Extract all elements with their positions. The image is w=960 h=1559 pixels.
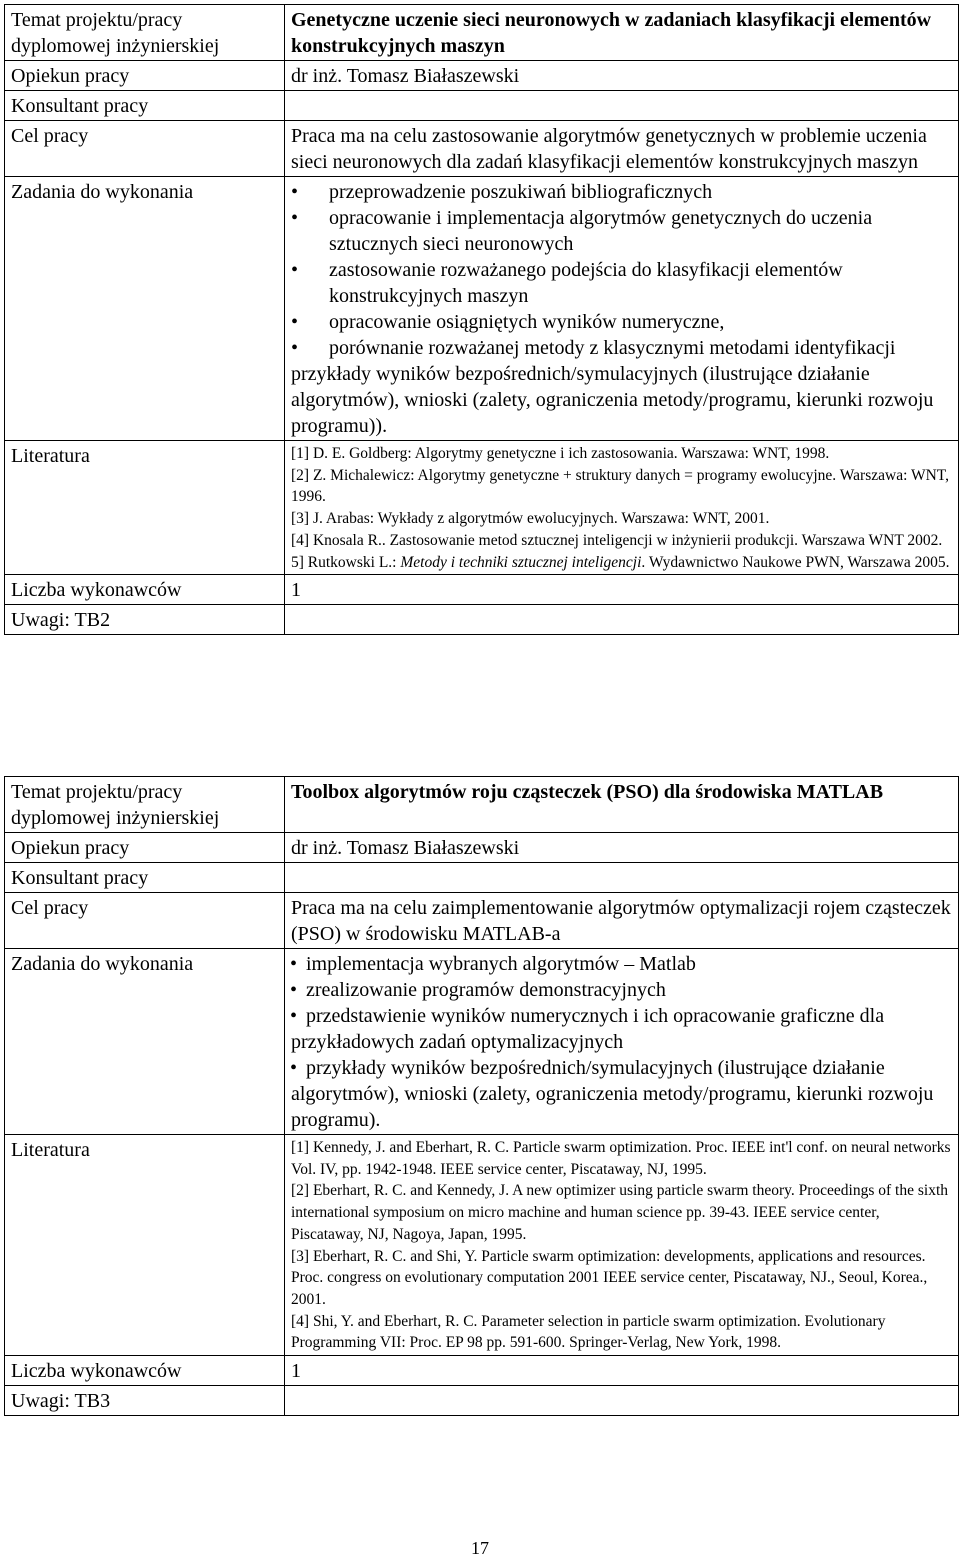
literature-value	[285, 441, 959, 575]
reference-suffix: . Wydawnictwo Naukowe PWN, Warszawa 2005.	[641, 553, 950, 571]
literature-value	[285, 1135, 959, 1356]
authors-row	[5, 575, 959, 605]
topic-label-text: Temat projektu/pracy dyplomowej inżynierskiej	[11, 781, 220, 829]
task-list	[291, 951, 952, 1133]
goal-row	[5, 893, 959, 949]
reference-item	[291, 552, 952, 574]
goal-row	[5, 121, 959, 177]
topic-row	[5, 5, 959, 61]
consultant-value	[285, 863, 959, 893]
tasks-row	[5, 949, 959, 1135]
task-item: • zastosowanie rozważanego podejścia do klasyfikacji elementów konstrukcyjnych maszyn	[291, 257, 952, 309]
supervisor-value: dr inż. Tomasz Białaszewski	[285, 61, 959, 91]
topic-value: Genetyczne uczenie sieci neuronowych w zadaniach klasyfikacji elementów konstrukcyjnych maszyn	[285, 5, 959, 61]
consultant-row	[5, 91, 959, 121]
reference-item: [2] Z. Michalewicz: Algorytmy genetyczne + struktury danych = programy ewolucyjne. Warszawa: WNT, 1996.	[291, 466, 949, 506]
goal-value: Praca ma na celu zaimplementowanie algorytmów optymalizacji rojem cząsteczek (PSO) w środowisku MATLAB-a	[285, 893, 959, 949]
reference-item: [4] Knosala R.. Zastosowanie metod sztucznej inteligencji w inżynierii produkcji. Warszawa WNT 2002.	[291, 531, 943, 549]
consultant-label: Konsultant pracy	[5, 91, 285, 121]
task-extra: przykłady wyników bezpośrednich/symulacyjnych (ilustrujące działanie algorytmów), wnioski (zalety, ograniczenia metody/programu, kierunki rozwoju programu)).	[291, 363, 934, 437]
reference-item: [3] J. Arabas: Wykłady z algorytmów ewolucyjnych. Warszawa: WNT, 2001.	[291, 510, 770, 528]
tasks-label: Zadania do wykonania	[5, 177, 285, 441]
authors-label: Liczba wykonawców	[5, 1356, 285, 1386]
task-item: • przeprowadzenie poszukiwań bibliograficznych	[291, 179, 952, 205]
tasks-row	[5, 177, 959, 441]
supervisor-label: Opiekun pracy	[5, 61, 285, 91]
tasks-label: Zadania do wykonania	[5, 949, 285, 1135]
goal-label: Cel pracy	[5, 893, 285, 949]
topic-row	[5, 777, 959, 833]
task-item	[291, 1003, 952, 1055]
literature-row	[5, 441, 959, 575]
goal-label: Cel pracy	[5, 121, 285, 177]
task-text: implementacja wybranych algorytmów – Matlab	[306, 953, 696, 975]
reference-item: [2] Eberhart, R. C. and Kennedy, J. A new optimizer using particle swarm theory. Proceedings of the sixth international symposium on micro machine and human science pp. 39-43. IEEE service center, Piscataway, NJ, Nagoya, Japan, 1995.	[291, 1182, 949, 1243]
task-text-cont: algorytmów), wnioski (zalety, ograniczenia metody/programu, kierunki rozwoju programu).	[291, 1083, 934, 1131]
supervisor-row	[5, 61, 959, 91]
topic-value: Toolbox algorytmów roju cząsteczek (PSO) dla środowiska MATLAB	[285, 777, 959, 833]
supervisor-value: dr inż. Tomasz Białaszewski	[285, 833, 959, 863]
topic-label: Temat projektu/pracy dyplomowej inżynierskiej	[5, 5, 285, 61]
tasks-value	[285, 177, 959, 441]
notes-value	[285, 605, 959, 635]
reference-title: Metody i techniki sztucznej inteligencji	[400, 553, 642, 571]
project-table-2	[4, 776, 959, 1416]
tasks-value	[285, 949, 959, 1135]
consultant-label: Konsultant pracy	[5, 863, 285, 893]
literature-label: Literatura	[5, 441, 285, 575]
task-text-cont: przykładowych zadań optymalizacyjnych	[291, 1031, 624, 1053]
task-item	[291, 951, 952, 977]
reference-item: [1] Kennedy, J. and Eberhart, R. C. Particle swarm optimization. Proc. IEEE int'l conf. on neural networks Vol. IV, pp. 1942-1948. IEEE service center, Piscataway, NJ, 1995.	[291, 1139, 951, 1178]
reference-prefix: 5] Rutkowski L.:	[291, 553, 401, 571]
goal-value: Praca ma na celu zastosowanie algorytmów genetycznych w problemie uczenia sieci neuronowych dla zadań klasyfikacji elementów konstrukcyjnych maszyn	[285, 121, 959, 177]
task-item: • opracowanie osiągniętych wyników numeryczne,	[291, 309, 952, 335]
authors-row	[5, 1356, 959, 1386]
authors-value: 1	[285, 575, 959, 605]
task-text: przedstawienie wyników numerycznych i ich opracowanie graficzne dla	[306, 1005, 885, 1027]
task-text: przykłady wyników bezpośrednich/symulacyjnych (ilustrujące działanie	[306, 1057, 885, 1079]
task-item	[291, 977, 952, 1003]
reference-item: [4] Shi, Y. and Eberhart, R. C. Parameter selection in particle swarm optimization. Evolutionary Programming VII: Proc. EP 98 pp. 591-600. Springer-Verlag, New York, 1998.	[291, 1312, 886, 1352]
task-item: • opracowanie i implementacja algorytmów genetycznych do uczenia sztucznych sieci neuronowych	[291, 205, 952, 257]
authors-label: Liczba wykonawców	[5, 575, 285, 605]
topic-label	[5, 777, 285, 833]
notes-value	[285, 1386, 959, 1416]
task-list	[291, 179, 952, 361]
authors-value: 1	[285, 1356, 959, 1386]
notes-label: Uwagi: TB3	[5, 1386, 285, 1416]
page-number: 17	[471, 1538, 489, 1558]
notes-row	[5, 1386, 959, 1416]
project-table-1	[4, 4, 959, 635]
task-item	[291, 1055, 952, 1133]
reference-item: [3] Eberhart, R. C. and Shi, Y. Particle swarm optimization: developments, applications and resources. Proc. congress on evolutionary computation 2001 IEEE service center, Piscataway, NJ., Seoul, Korea., 2001.	[291, 1247, 928, 1308]
notes-row	[5, 605, 959, 635]
task-text: zrealizowanie programów demonstracyjnych	[306, 979, 666, 1001]
supervisor-row	[5, 833, 959, 863]
notes-label: Uwagi: TB2	[5, 605, 285, 635]
literature-label: Literatura	[5, 1135, 285, 1356]
reference-item: [1] D. E. Goldberg: Algorytmy genetyczne i ich zastosowania. Warszawa: WNT, 1998.	[291, 445, 830, 462]
literature-row	[5, 1135, 959, 1356]
task-item: • porównanie rozważanej metody z klasycznymi metodami identyfikacji	[291, 335, 952, 361]
consultant-value	[285, 91, 959, 121]
supervisor-label: Opiekun pracy	[5, 833, 285, 863]
consultant-row	[5, 863, 959, 893]
